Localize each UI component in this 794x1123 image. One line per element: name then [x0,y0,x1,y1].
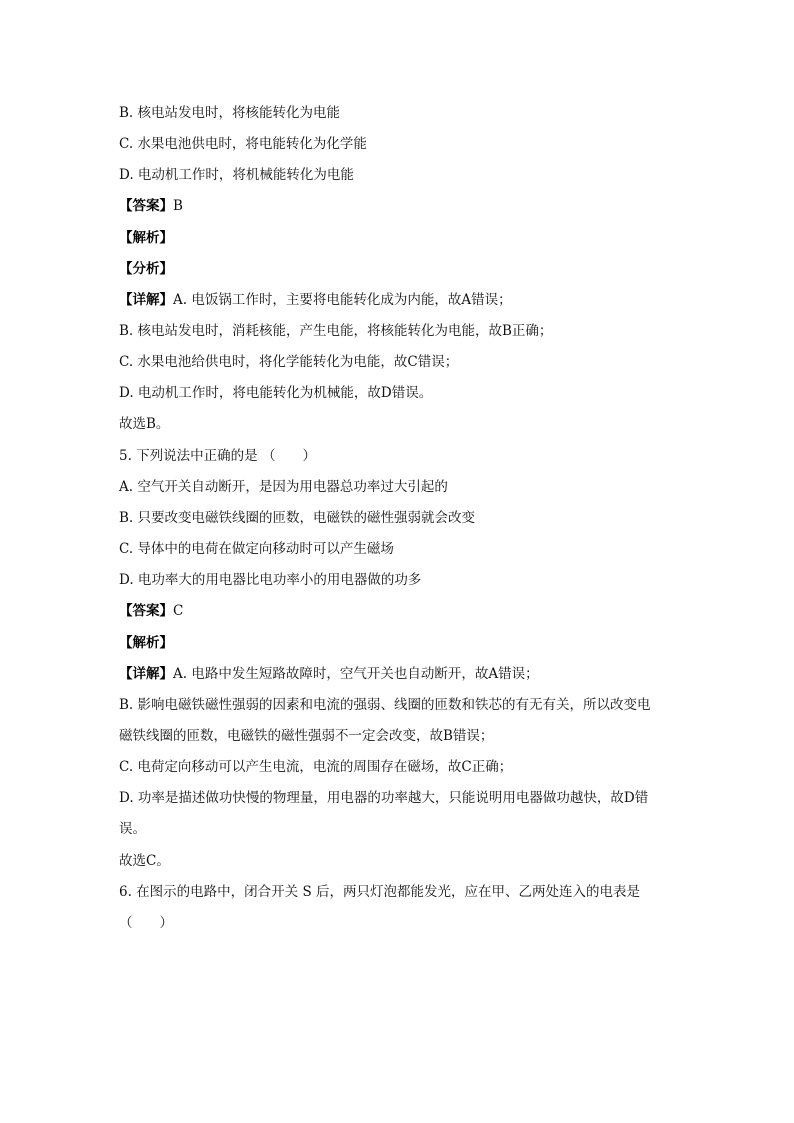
q5-detail-d-line1: D. 功率是描述做功快慢的物理量，用电器的功率越大，只能说明用电器做功越快，故D错 [119,790,649,806]
detail-tag: 【详解】 [119,292,173,308]
q5-option-d: D. 电功率大的用电器比电功率小的用电器做的功多 [119,572,422,588]
answer-tag: 【答案】 [119,198,173,214]
detail-text: A. 电路中发生短路故障时，空气开关也自动断开，故A错误； [173,666,539,682]
q4-jiexi-tag: 【解析】 [119,230,173,246]
q5-detail-a [119,664,539,684]
answer-value: B [173,198,183,214]
q4-detail-b: B. 核电站发电时，消耗核能，产生电能，将核能转化为电能，故B正确； [119,323,553,339]
q4-option-c: C. 水果电池供电时，将电能转化为化学能 [119,136,367,152]
q6-stem-line2: （ ） [119,915,173,931]
q5-detail-c: C. 电荷定向移动可以产生电流，电流的周围存在磁场，故C正确； [119,759,513,775]
q5-option-a: A. 空气开关自动断开，是因为用电器总功率过大引起的 [119,479,448,495]
q5-detail-d-line2: 误。 [119,821,146,837]
q4-answer [119,196,183,216]
q5-conclusion: 故选C。 [119,853,170,869]
q5-jiexi-tag: 【解析】 [119,635,173,651]
q5-detail-b-line2: 磁铁线圈的匝数，电磁铁的磁性强弱不一定会改变，故B错误； [119,728,494,744]
q4-option-b: B. 核电站发电时，将核能转化为电能 [119,105,341,121]
q5-answer [119,601,183,621]
q5-option-c: C. 导体中的电荷在做定向移动时可以产生磁场 [119,541,394,557]
q4-detail-d: D. 电动机工作时，将电能转化为机械能，故D错误。 [119,385,433,401]
q4-fenxi-tag: 【分析】 [119,261,173,277]
q5-option-b: B. 只要改变电磁铁线圈的匝数，电磁铁的磁性强弱就会改变 [119,510,476,526]
q6-stem-line1: 6. 在图示的电路中，闭合开关 S 后，两只灯泡都能发光，应在甲、乙两处连入的电表是 [119,884,641,900]
q4-conclusion: 故选B。 [119,416,170,432]
answer-value: C [173,603,184,619]
detail-text: A. 电饭锅工作时，主要将电能转化成为内能，故A错误； [173,292,512,308]
answer-tag: 【答案】 [119,603,173,619]
q4-detail-c: C. 水果电池给供电时，将化学能转化为电能，故C错误； [119,354,459,370]
q5-detail-b-line1: B. 影响电磁铁磁性强弱的因素和电流的强弱、线圈的匝数和铁芯的有无有关，所以改变电 [119,697,651,713]
q4-detail-a [119,290,512,310]
q4-option-d: D. 电动机工作时，将机械能转化为电能 [119,167,354,183]
detail-tag: 【详解】 [119,666,173,682]
q5-stem: 5. 下列说法中正确的是 （ ） [119,448,316,464]
